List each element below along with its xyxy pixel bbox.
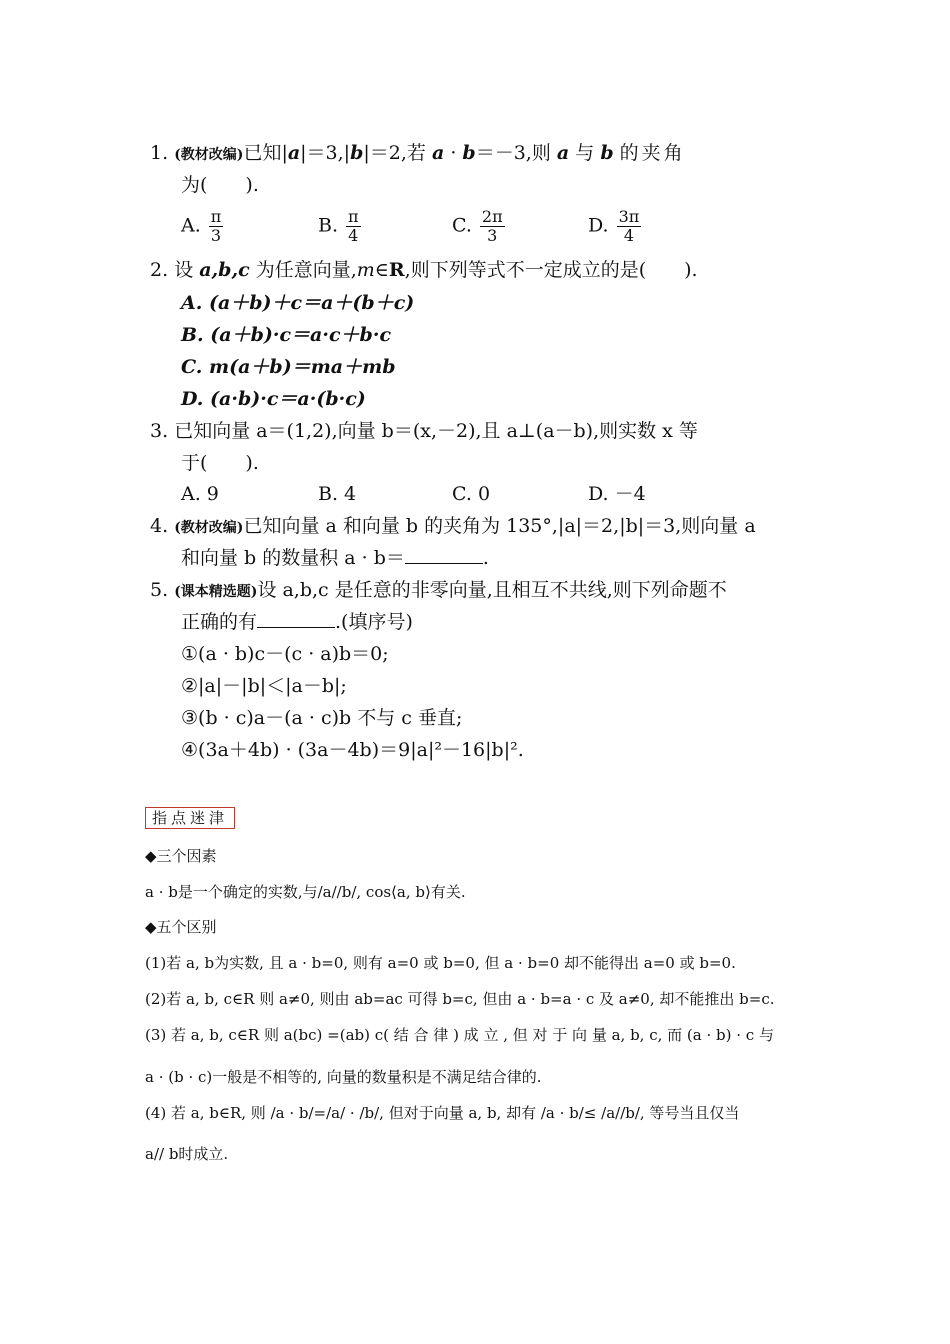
q2-option-c: C. m(a＋b)＝ma＋mb [181, 356, 396, 378]
q2-in: ∈ [374, 259, 389, 281]
q1-option-c [452, 208, 505, 245]
q5-tag: (课本精选题) [174, 584, 258, 600]
q5-item-2: ②|a|－|b|＜|a－b|; [181, 675, 347, 697]
q1-text-g: 的夹角 [619, 142, 686, 164]
q5-line2 [181, 609, 413, 635]
q4-period: . [482, 547, 489, 569]
q1-text-c: |＝2,若 [363, 142, 426, 164]
q1-option-b-den: 4 [348, 226, 359, 245]
q1-tag: (教材改编) [174, 147, 244, 163]
q1-var-b: b [350, 142, 364, 164]
q1-option-d-num: 3π [618, 207, 640, 226]
hint-heading-1: ◆三个因素 [145, 847, 217, 865]
q4-line2 [181, 545, 489, 571]
q3-number: 3. [150, 420, 169, 442]
q3-option-b: B. 4 [318, 483, 357, 505]
q5-item-4: ④(3a＋4b) · (3a－4b)＝9|a|²－16|b|². [181, 739, 524, 761]
q4-line1 [150, 513, 756, 541]
q1-dot: · [450, 142, 457, 164]
q1-option-c-frac [480, 208, 505, 245]
q1-line1 [150, 140, 686, 168]
q2-R: R [388, 259, 405, 281]
hint-title: 指点迷津 [145, 807, 235, 829]
q5-text-b: 正确的有 [181, 611, 258, 633]
q1-option-a-frac [209, 208, 224, 245]
q5-text-c: .(填序号) [335, 611, 413, 633]
q5-number: 5. [150, 579, 169, 601]
q2-text-a: 设 [174, 259, 194, 281]
q4-tag: (教材改编) [174, 520, 244, 536]
q2-text-b: 为任意向量, [255, 259, 357, 281]
q2-var-m: m [356, 259, 375, 281]
q1-var-b2: b [462, 142, 476, 164]
q1-line2: 为( ). [181, 174, 259, 196]
hint-paragraph-5a: (4) 若 a, b∈R, 则 /a · b/=/a/ · /b/, 但对于向量 a, b, 却有 /a · b/≤ /a//b/, 等号当且仅当 [145, 1104, 740, 1122]
q3-option-d: D. －4 [588, 483, 646, 505]
q2-number: 2. [150, 259, 169, 281]
q4-text: 已知向量 a 和向量 b 的夹角为 135°,|a|＝2,|b|＝3,则向量 a [243, 515, 756, 537]
hint-paragraph-4a: (3) 若 a, b, c∈R 则 a(bc) =(ab) c( 结 合 律 ) 成 立 , 但 对 于 向 量 a, b, c, 而 (a · b) · c 与 [145, 1026, 774, 1044]
q4-number: 4. [150, 515, 169, 537]
q1-option-b-num: π [348, 207, 359, 226]
hint-paragraph-5b: a// b时成立. [145, 1145, 229, 1163]
q1-var-a2: a [431, 142, 445, 164]
q1-option-d-den: 4 [623, 226, 635, 245]
q1-text-a: 已知| [243, 142, 288, 164]
q1-option-a-den: 3 [210, 226, 222, 245]
hint-paragraph-4b: a · (b · c)一般是不相等的, 向量的数量积是不满足结合律的. [145, 1068, 542, 1086]
q5-line1 [150, 577, 727, 605]
q1-var-a3: a [556, 142, 570, 164]
hint-paragraph-3: (2)若 a, b, c∈R 则 a≠0, 则由 ab=ac 可得 b=c, 但由 a · b=a · c 及 a≠0, 却不能推出 b=c. [145, 990, 775, 1008]
q5-item-3: ③(b · c)a－(a · c)b 不与 c 垂直; [181, 707, 463, 729]
q1-text-b: |＝3,| [300, 142, 351, 164]
q1-var-a: a [287, 142, 301, 164]
q2-stem [150, 257, 698, 283]
q1-option-d [588, 208, 641, 245]
q5-answer-blank[interactable] [257, 609, 335, 628]
q1-option-a-num: π [210, 207, 222, 226]
q1-text-f: 与 [575, 142, 595, 164]
q2-option-b: B. (a＋b)·c＝a·c＋b·c [181, 324, 392, 346]
q4-answer-blank[interactable] [405, 545, 483, 564]
hint-heading-2: ◆五个区别 [145, 918, 217, 936]
q1-option-b-frac [346, 208, 361, 245]
q2-option-d: D. (a·b)·c＝a·(b·c) [181, 388, 366, 410]
q1-option-a [181, 208, 223, 245]
q3-option-a: A. 9 [181, 483, 219, 505]
q5-text: 设 a,b,c 是任意的非零向量,且相互不共线,则下列命题不 [257, 579, 727, 601]
q1-option-d-frac [617, 208, 642, 245]
q1-option-a-label: A. [181, 214, 201, 237]
q3-option-c: C. 0 [452, 483, 491, 505]
q2-vars: a,b,c [199, 259, 250, 281]
q1-option-c-label: C. [452, 214, 472, 237]
q1-text-e: ＝－3,则 [475, 142, 551, 164]
hint-paragraph-2: (1)若 a, b为实数, 且 a · b=0, 则有 a=0 或 b=0, 但 a · b=0 却不能得出 a=0 或 b=0. [145, 954, 736, 972]
q1-option-b [318, 208, 361, 245]
q1-option-c-num: 2π [481, 207, 503, 226]
q3-line1 [150, 418, 698, 444]
hint-paragraph-1: a · b是一个确定的实数,与/a//b/, cos⟨a, b⟩有关. [145, 883, 466, 901]
q1-option-b-label: B. [318, 214, 339, 237]
q1-option-c-den: 3 [487, 226, 498, 245]
q3-text: 已知向量 a＝(1,2),向量 b＝(x,－2),且 a⊥(a－b),则实数 x 等 [174, 420, 698, 442]
q1-option-d-label: D. [588, 214, 609, 237]
q2-text-d: ,则下列等式不一定成立的是( ). [404, 259, 698, 281]
q4-text-b: 和向量 b 的数量积 a · b＝ [181, 547, 405, 569]
q1-var-b3: b [600, 142, 614, 164]
q5-item-1: ①(a · b)c－(c · a)b＝0; [181, 643, 389, 665]
q2-option-a: A. (a＋b)＋c＝a＋(b＋c) [181, 292, 415, 314]
q3-line2: 于( ). [181, 452, 259, 474]
q1-number: 1. [150, 142, 169, 164]
